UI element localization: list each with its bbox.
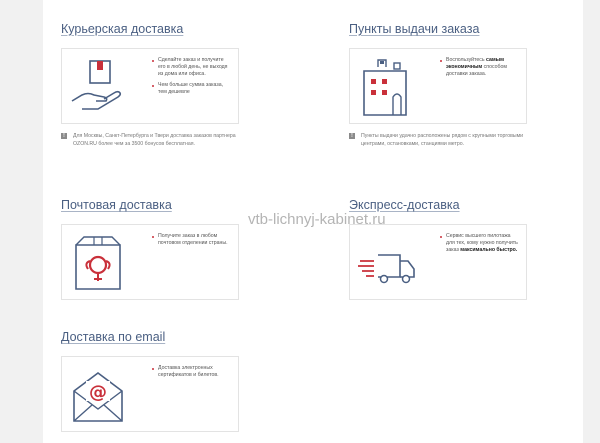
courier-section xyxy=(61,22,291,162)
email-card xyxy=(61,356,239,432)
postal-card xyxy=(61,224,239,300)
hand-with-box-icon xyxy=(68,57,128,117)
pickup-section xyxy=(349,22,579,162)
express-title-link[interactable]: Экспресс-доставка xyxy=(349,198,460,212)
at-symbol-icon: @ xyxy=(89,382,107,403)
postal-title-link[interactable]: Почтовая доставка xyxy=(61,198,172,212)
post-box-icon xyxy=(68,233,128,293)
postal-benefit-1: Получите заказ в любом почтовом отделении страны. xyxy=(154,233,232,247)
info-icon: ! xyxy=(61,133,67,139)
express-benefit-1: Сервис высшего пилотажа для тех, кому нужно получить заказ максимально быстро. xyxy=(442,233,520,254)
pickup-card xyxy=(349,48,527,124)
postal-benefits xyxy=(154,233,232,251)
pickup-benefits xyxy=(442,57,520,82)
courier-benefit-2: Чем больше сумма заказа, тем дешевле xyxy=(154,82,232,96)
envelope-icon xyxy=(68,365,128,425)
pickup-benefit-1: Воспользуйтесь самым экономичным способом доставки заказа. xyxy=(442,57,520,78)
email-title-link[interactable]: Доставка по email xyxy=(61,330,166,344)
express-benefits xyxy=(442,233,520,258)
info-icon: ! xyxy=(349,133,355,139)
email-benefit-1: Доставка электронных сертификатов и билетов. xyxy=(154,365,232,379)
courier-card xyxy=(61,48,239,124)
pickup-note: ! Пункты выдачи удачно расположены рядом с крупными торговыми центрами, остановками, станциями метро. xyxy=(349,132,549,148)
courier-note: ! Для Москвы, Санкт-Петербурга и Твери доставка заказов партнера OZON.RU более чем за 3500 бонусов бесплатная. xyxy=(61,132,261,148)
pickup-title-link[interactable]: Пункты выдачи заказа xyxy=(349,22,480,36)
watermark-text: vtb-lichnyj-kabinet.ru xyxy=(248,211,386,228)
truck-icon xyxy=(356,233,416,293)
express-card xyxy=(349,224,527,300)
building-icon xyxy=(356,57,416,117)
email-section xyxy=(61,330,291,440)
courier-title-link[interactable]: Курьерская доставка xyxy=(61,22,184,36)
courier-benefit-1: Сделайте заказ и получите его в любой день, не выходя из дома или офиса. xyxy=(154,57,232,78)
delivery-options-page xyxy=(43,0,583,443)
email-benefits xyxy=(154,365,232,383)
courier-benefits xyxy=(154,57,232,100)
